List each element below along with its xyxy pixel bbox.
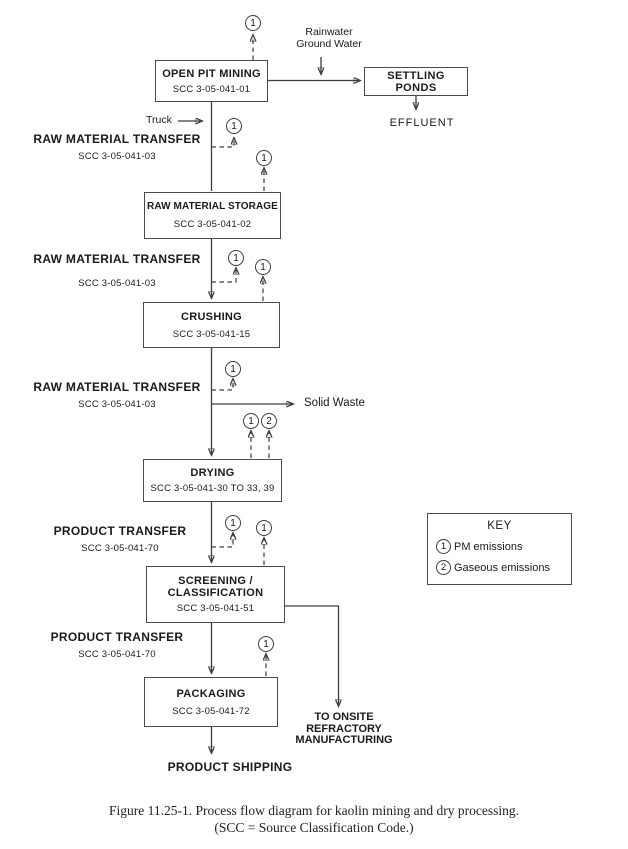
emission-marker-pm-openpit: 1 [245, 15, 261, 31]
box-title: OPEN PIT MINING [162, 67, 261, 80]
emission-marker-pm-drying: 1 [243, 413, 259, 429]
emission-marker-pm-transfer1: 1 [226, 118, 242, 134]
legend-item-label: Gaseous emissions [454, 561, 550, 574]
legend-circle-2-icon: 2 [436, 560, 451, 575]
process-box-drying [143, 459, 282, 502]
label-effluent: EFFLUENT [389, 117, 455, 129]
label-to-onsite-line3: MANUFACTURING [295, 734, 393, 746]
figure-caption-line2: (SCC = Source Classification Code.) [214, 820, 414, 835]
transfer-title: RAW MATERIAL TRANSFER [33, 252, 201, 266]
process-box-crushing [143, 302, 280, 348]
emission-marker-pm-packaging: 1 [258, 636, 274, 652]
emission-marker-pm-crushing: 1 [255, 259, 271, 275]
label-to-onsite-line2: REFRACTORY [306, 722, 382, 735]
label-raw-material-transfer-1 [28, 133, 206, 162]
transfer-title: RAW MATERIAL TRANSFER [33, 380, 201, 394]
emission-marker-gaseous-drying: 2 [261, 413, 277, 429]
process-box-raw-material-storage [144, 192, 281, 239]
transfer-scc-code: SCC 3-05-041-03 [78, 151, 156, 162]
process-box-packaging [144, 677, 278, 727]
box-title: RAW MATERIAL STORAGE [147, 201, 278, 212]
emission-transfer3-pm-arrow [212, 379, 234, 390]
flow-screening-to-onsite-arrow [285, 606, 339, 706]
figure-caption [0, 802, 628, 836]
box-title: SETTLING PONDS [387, 69, 445, 94]
transfer-scc-code: SCC 3-05-041-70 [81, 543, 159, 554]
label-rainwater-line1: Rainwater [305, 26, 353, 38]
emission-marker-pm-transfer3: 1 [225, 361, 241, 377]
emission-transfer1-pm-arrow [212, 138, 235, 147]
box-scc-code: SCC 3-05-041-02 [173, 219, 252, 230]
label-to-onsite-line1: TO ONSITE [314, 711, 374, 723]
emission-marker-pm-transfer2: 1 [228, 250, 244, 266]
box-scc-code: SCC 3-05-041-51 [176, 603, 255, 614]
label-truck: Truck [146, 114, 172, 126]
box-title-line1: SCREENING / [178, 575, 253, 587]
box-scc-code: SCC 3-05-041-72 [172, 705, 250, 717]
emission-marker-pm-screening: 1 [256, 520, 272, 536]
label-solid-waste: Solid Waste [304, 397, 365, 409]
legend-item-label: PM emissions [454, 540, 523, 553]
label-product-transfer-1 [45, 525, 195, 554]
box-title: DRYING [190, 467, 235, 479]
box-title: PACKAGING [176, 687, 246, 700]
label-product-shipping: PRODUCT SHIPPING [167, 760, 293, 774]
box-scc-code: SCC 3-05-041-30 TO 33, 39 [150, 483, 275, 494]
emission-marker-pm-storage: 1 [256, 150, 272, 166]
transfer-scc-code: SCC 3-05-041-70 [78, 649, 156, 660]
emission-transfer2-pm-arrow [212, 268, 237, 282]
legend-title: KEY [487, 520, 512, 532]
process-box-open-pit-mining [155, 60, 268, 102]
label-rainwater-groundwater [283, 26, 375, 50]
transfer-title: PRODUCT TRANSFER [50, 630, 184, 644]
transfer-scc-code: SCC 3-05-041-03 [78, 399, 156, 410]
process-box-screening-classification [146, 566, 285, 623]
transfer-title: PRODUCT TRANSFER [53, 524, 187, 538]
label-product-transfer-2 [42, 631, 192, 660]
process-box-settling-ponds [364, 67, 468, 96]
emission-transfer4-pm-arrow [212, 533, 234, 547]
legend-item-pm-emissions [436, 539, 563, 554]
box-scc-code: SCC 3-05-041-15 [172, 328, 251, 340]
box-title: CRUSHING [180, 310, 243, 323]
legend-key-box [427, 513, 572, 585]
label-raw-material-transfer-3 [28, 381, 206, 410]
transfer-scc-code: SCC 3-05-041-03 [78, 278, 156, 289]
label-raw-material-transfer-2 [28, 253, 206, 289]
label-to-onsite-refractory [288, 712, 400, 747]
box-scc-code: SCC 3-05-041-01 [172, 83, 251, 95]
label-rainwater-line2: Ground Water [296, 38, 362, 50]
legend-item-gaseous-emissions [436, 560, 563, 575]
transfer-title: RAW MATERIAL TRANSFER [33, 132, 201, 146]
emission-marker-pm-transfer4: 1 [225, 515, 241, 531]
figure-caption-line1: Figure 11.25-1. Process flow diagram for kaolin mining and dry processing. [108, 803, 520, 818]
box-title-line2: CLASSIFICATION [167, 587, 264, 599]
legend-circle-1-icon: 1 [436, 539, 451, 554]
